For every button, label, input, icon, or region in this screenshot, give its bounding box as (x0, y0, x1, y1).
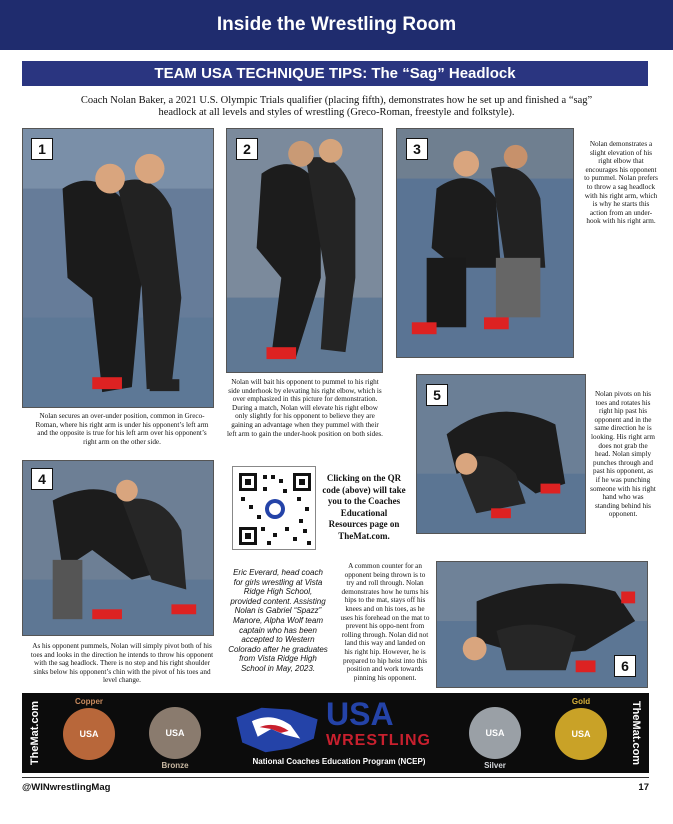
wrestling-text: WRESTLING (326, 732, 431, 749)
banner-side-left: TheMat.com (29, 700, 41, 766)
banner-side-right: TheMat.com (630, 700, 642, 766)
step-number-1: 1 (31, 138, 53, 160)
step-number-3: 3 (406, 138, 428, 160)
ncep-text: National Coaches Education Program (NCEP) (252, 757, 426, 766)
article-title: TEAM USA TECHNIQUE TIPS: The “Sag” Headlock (154, 65, 516, 82)
copper-label: Copper (75, 697, 103, 706)
step-number-6: 6 (614, 655, 636, 677)
step-caption-3: Nolan demonstrates a slight elevation of his right elbow that encourages his opponent to pummel. Nolan prefers to throw a sag headlock with his right arm, which is why he starts this action from an under-hook with his right arm. (584, 140, 658, 226)
step-caption-5: Nolan pivots on his toes and rotates his right hip past his opponent and in the same direction he is looking. His right arm does not grab the head. Nolan simply punches through and past his opponent, as if he was punching someone with his right hand who was standing behind his opponent. (590, 390, 656, 519)
photo-step-1 (22, 128, 214, 408)
section-title: Inside the Wrestling Room (216, 14, 457, 35)
step-number-4: 4 (31, 468, 53, 490)
gold-medal: USA (555, 708, 607, 760)
article-title-bar (22, 61, 648, 86)
page-footer (22, 777, 649, 797)
photo-step-3 (396, 128, 574, 358)
step-caption-4: As his opponent pummels, Nolan will simply pivot both of his toes and looks in the direction he intends to throw his opponent with the sag headlock. There is no step and his right shoulder sinks below his opponent’s chin with the pivot of his toes and level change. (30, 642, 214, 685)
step-caption-6: A common counter for an opponent being thrown is to try and roll through. Nolan demonstrates how he turns his hips to the mat, stays off his knees and on his toes, as he uses his forehead on the mat to prevent his oppo-nent from rolling through. Nolan did not land this way and landed on his right hip. However, he is prepared to hip heist into this position and work towards pinning his opponent. (340, 562, 430, 682)
qr-caption: Clicking on the QR code (above) will take you to the Coaches Educational Resources page on TheMat.com. (322, 473, 406, 541)
step-number-2: 2 (236, 138, 258, 160)
section-header (0, 0, 673, 50)
step-caption-1: Nolan secures an over-under position, common in Greco-Roman, where his right arm is under his opponent’s left arm and the opposite is true for his left arm over his opponent’s right arm on the other side. (35, 412, 209, 446)
bronze-label: Bronze (161, 761, 189, 770)
qr-code[interactable] (232, 466, 316, 550)
copper-badge (54, 697, 124, 760)
bronze-badge (140, 697, 210, 770)
gold-label: Gold (571, 697, 591, 706)
photo-step-2 (226, 128, 383, 373)
content-credit: Eric Everard, head coach for girls wrestling at Vista Ridge High School, provided content. Assisting Nolan is Gabriel “Spazz” Manore, Alpha Wolf team captain who has been accepted to Western Colorado after he graduates from Vista Ridge High School in May, 2023. (228, 568, 328, 673)
silver-medal: USA (469, 707, 521, 759)
article-intro: Coach Nolan Baker, a 2021 U.S. Olympic Trials qualifier (placing fifth), demonstrates how he set up and finished a “sag” headlock at all levels and styles of wrestling (Greco-Roman, freestyle and folkstyle). (80, 95, 593, 118)
bronze-medal: USA (149, 707, 201, 759)
usa-text: USA (326, 696, 394, 732)
step-number-5: 5 (426, 384, 448, 406)
copper-medal: USA (63, 708, 115, 760)
ncep-banner (22, 693, 649, 773)
gold-badge (546, 697, 616, 760)
social-handle[interactable]: @WINwrestlingMag (22, 782, 111, 793)
silver-badge (460, 697, 530, 770)
step-caption-2: Nolan will bait his opponent to pummel to his right side underhook by elevating his right elbow, which is over emphasized in this picture for demonstration. During a match, Nolan will elevate his right elbow only slightly for his opponent to believe they are gaining an advantage when they pummel with their left arm to gain the under-hook position on both sides. (227, 378, 383, 438)
silver-label: Silver (484, 761, 506, 770)
page-number: 17 (638, 782, 649, 793)
